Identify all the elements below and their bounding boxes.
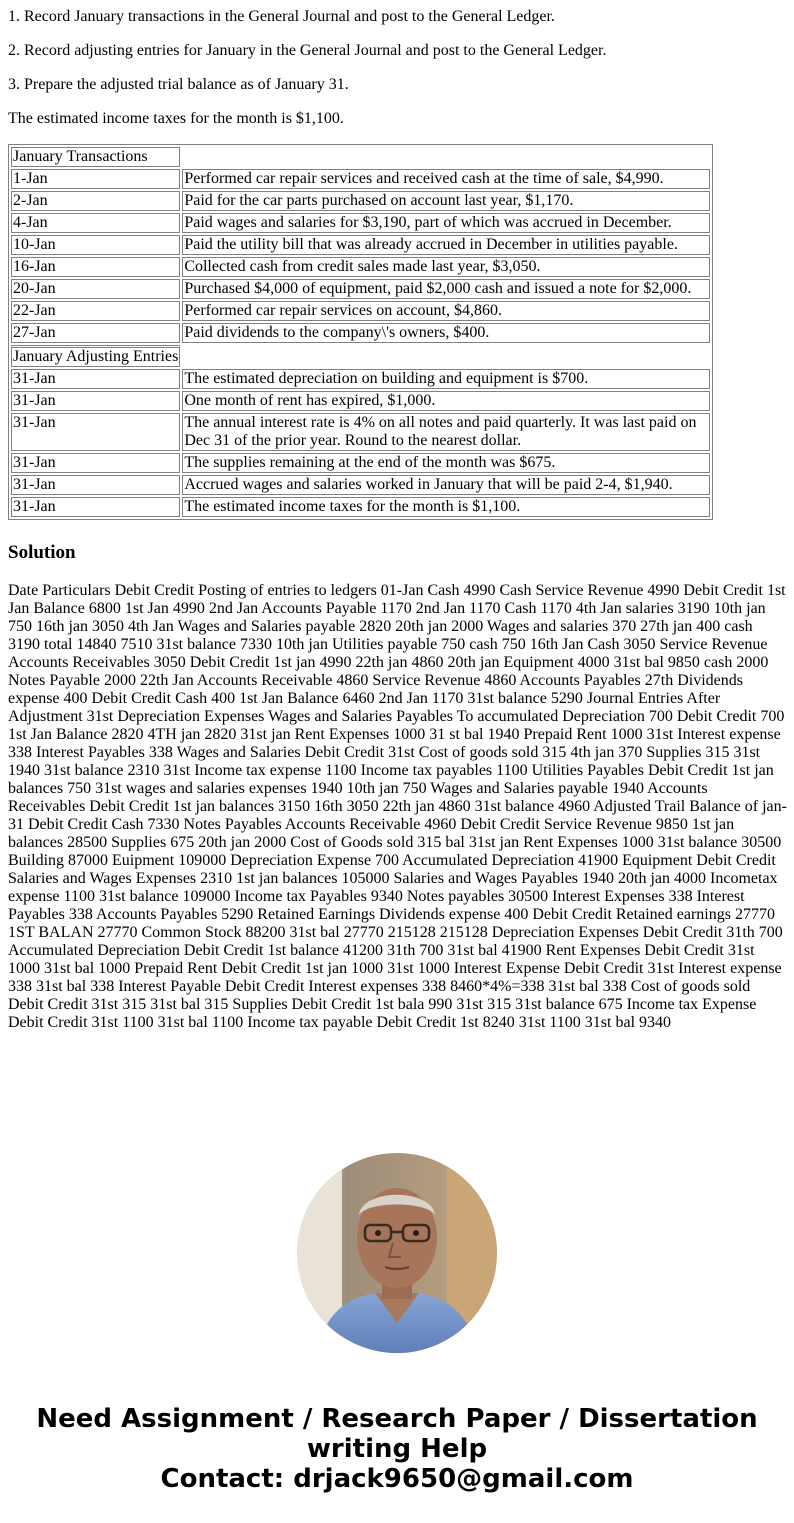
table-row (11, 369, 710, 389)
author-photo-illustration (297, 1153, 497, 1353)
table-row (11, 497, 710, 517)
row-description: Performed car repair services and received cash at the time of sale, $4,990. (182, 169, 710, 189)
table-row (11, 147, 710, 167)
row-description: Purchased $4,000 of equipment, paid $2,000 cash and issued a note for $2,000. (182, 279, 710, 299)
row-description: Accrued wages and salaries worked in January that will be paid 2-4, $1,940. (182, 475, 710, 495)
row-description: Paid for the car parts purchased on account last year, $1,170. (182, 191, 710, 211)
row-date: 1-Jan (11, 169, 180, 189)
table-row (11, 453, 710, 473)
row-date: 31-Jan (11, 475, 180, 495)
row-date: 31-Jan (11, 453, 180, 473)
table-row (11, 323, 710, 343)
row-date: 31-Jan (11, 369, 180, 389)
row-date: 20-Jan (11, 279, 180, 299)
table-row (11, 279, 710, 299)
promo-banner (0, 1404, 794, 1494)
table-row (11, 413, 710, 451)
author-photo (297, 1153, 497, 1353)
table-row (11, 235, 710, 255)
row-description: One month of rent has expired, $1,000. (182, 391, 710, 411)
row-description: Performed car repair services on account, $4,860. (182, 301, 710, 321)
row-description: Collected cash from credit sales made last year, $3,050. (182, 257, 710, 277)
solution-text: Date Particulars Debit Credit Posting of entries to ledgers 01-Jan Cash 4990 Cash Service Revenue 4990 Debit Credit 1st Jan Balance 6800 1st Jan 4990 2nd Jan Accounts Payable 1170 2nd Jan 1170 Cash 1170 4th Jan salaries 3190 10th jan 750 16th jan 3050 4th Jan Wages and Salaries payable 2820 20th jan 2000 Wages and salaries 370 27th jan 400 cash 3190 total 14840 7510 31st balance 7330 10th jan Utilities payable 750 cash 750 16th Jan Cash 3050 Service Revenue Accounts Receivables 3050 Debit Credit 1st jan 4990 22th jan 4860 20th jan Equipment 4000 31st bal 9850 cash 2000 Notes Payable 2000 22th Jan Accounts Receivable 4860 Service Revenue 4860 Accounts Payables 27th Dividends expense 400 Debit Credit Cash 400 1st Jan Balance 6460 2nd Jan 1170 31st balance 5290 Journal Entries After Adjustment 31st Depreciation Expenses Wages and Salaries Payables To accumulated Depreciation 700 Debit Credit 700 1st Jan Balance 2820 4TH jan 2820 31st jan Rent Expenses 1000 31 st bal 1940 Prepaid Rent 1000 31st Interest expense 338 Interest Payables 338 Wages and Salaries Debit Credit 31st Cost of goods sold 315 4th jan 370 Supplies 315 31st 1940 31st balance 2310 31st Income tax expense 1100 Income tax payables 1100 Utilities Payables Debit Credit 1st jan balances 750 31st wages and salaries expenses 1940 10th jan 750 Wages and Salaries payable 1940 Accounts Receivables Debit Credit 1st jan balances 3150 16th 3050 22th jan 4860 31st balance 4960 Adjusted Trail Balance of jan-31 Debit Credit Cash 7330 Notes Payables Accounts Receivable 4960 Debit Credit Service Revenue 9850 1st jan balances 28500 Supplies 675 20th jan 2000 Cost of Goods sold 315 bal 31st jan Rent Expenses 1000 31st balance 30500 Building 87000 Euipment 109000 Depreciation Expense 700 Accumulated Depreciation 41900 Equipment Debit Credit Salaries and Wages Expenses 2310 1st jan balances 105000 Salaries and Wages Payables 1940 20th jan 4000 Incometax expense 1100 31st balance 109000 Income tax Payables 9340 Notes payables 30500 Interest Expenses 338 Interest Payables 338 Accounts Payables 5290 Retained Earnings Dividends expense 400 Debit Credit Retained earnings 27770 1ST BALAN 27770 Common Stock 88200 31st bal 27770 215128 215128 Depreciation Expenses Debit Credit 31th 700 Accumulated Depreciation Debit Credit 1st balance 41200 31th 700 31st bal 41900 Rent Expenses Debit Credit 31st 1000 31st bal 1000 Prepaid Rent Debit Credit 1st jan 1000 31st 1000 Interest Expense Debit Credit 31st Interest expense 338 31st bal 338 Interest Payable Debit Credit Interest expenses 338 8460*4%=338 31st bal 338 Cost of goods sold Debit Credit 31st 315 31st bal 315 Supplies Debit Credit 1st bala 990 31st 315 31st balance 675 Income tax Expense Debit Credit 31st 1100 31st bal 1100 Income tax payable Debit Credit 1st 8240 31st 1100 31st bal 9340 (8, 582, 787, 1031)
row-date: 27-Jan (11, 323, 180, 343)
transactions-table (8, 144, 713, 520)
transactions-header: January Transactions (11, 147, 180, 167)
instruction-2: 2. Record adjusting entries for January in the General Journal and post to the General Ledger. (8, 42, 607, 59)
row-description: The estimated depreciation on building and equipment is $700. (182, 369, 710, 389)
row-date: 16-Jan (11, 257, 180, 277)
page-content (8, 0, 788, 1032)
table-row (11, 301, 710, 321)
row-date: 22-Jan (11, 301, 180, 321)
table-row (11, 169, 710, 189)
table-row (11, 191, 710, 211)
instruction-3: 3. Prepare the adjusted trial balance as of January 31. (8, 76, 349, 93)
table-row (11, 391, 710, 411)
promo-contact[interactable]: Contact: drjack9650@gmail.com (160, 1464, 634, 1494)
row-description: The supplies remaining at the end of the month was $675. (182, 453, 710, 473)
instruction-4: The estimated income taxes for the month is $1,100. (8, 110, 344, 127)
instruction-1: 1. Record January transactions in the General Journal and post to the General Ledger. (8, 8, 555, 25)
row-description: Paid wages and salaries for $3,190, part of which was accrued in December. (182, 213, 710, 233)
row-description: The estimated income taxes for the month is $1,100. (182, 497, 710, 517)
table-row (11, 345, 710, 367)
row-date: 4-Jan (11, 213, 180, 233)
row-date: 31-Jan (11, 391, 180, 411)
promo-headline: Need Assignment / Research Paper / Dissertation writing Help (36, 1404, 758, 1464)
row-description: Paid the utility bill that was already accrued in December in utilities payable. (182, 235, 710, 255)
adjustments-header: January Adjusting Entries (11, 345, 180, 367)
table-row (11, 475, 710, 495)
table-row (11, 257, 710, 277)
row-date: 2-Jan (11, 191, 180, 211)
row-description: Paid dividends to the company\'s owners, $400. (182, 323, 710, 343)
row-date: 10-Jan (11, 235, 180, 255)
row-date: 31-Jan (11, 413, 180, 451)
row-date: 31-Jan (11, 497, 180, 517)
row-description: The annual interest rate is 4% on all notes and paid quarterly. It was last paid on Dec 31 of the prior year. Round to the nearest dollar. (182, 413, 710, 451)
solution-heading: Solution (8, 542, 76, 563)
table-row (11, 213, 710, 233)
